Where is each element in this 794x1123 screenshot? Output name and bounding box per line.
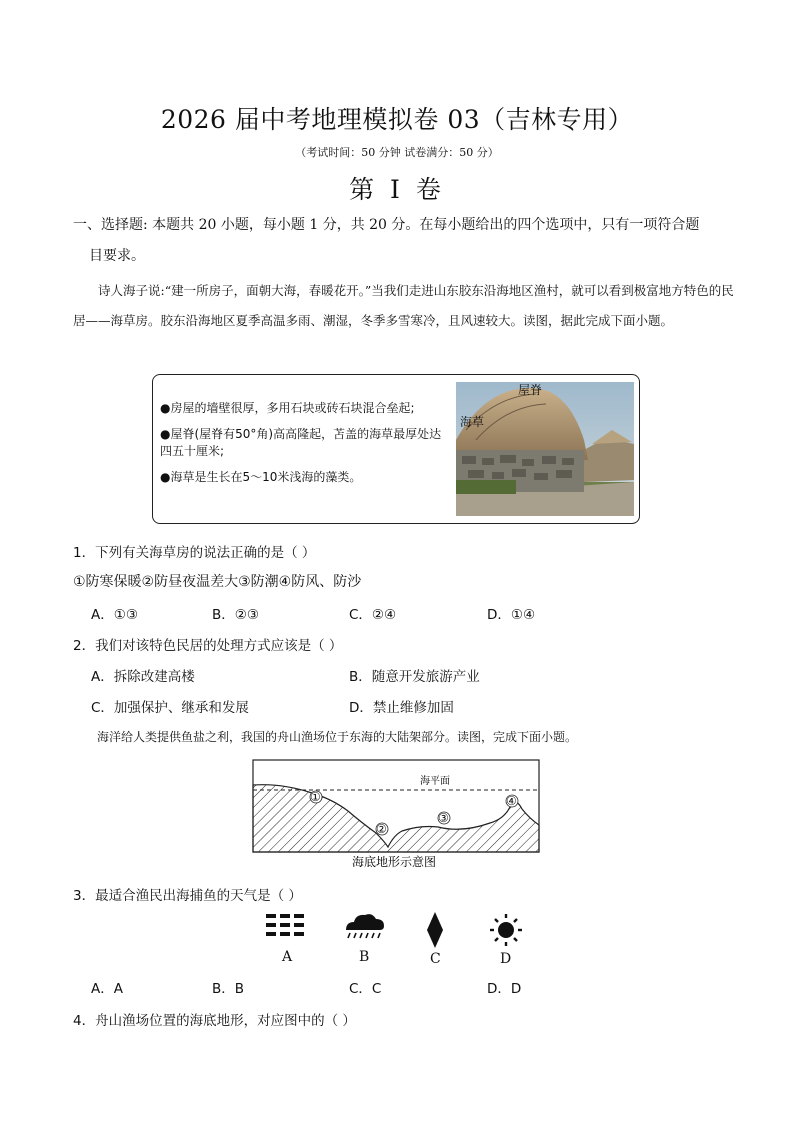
seabed-diagram xyxy=(252,759,542,871)
fog-icon xyxy=(266,914,304,936)
diagram-caption: 海底地形示意图 xyxy=(352,855,437,869)
question-3-stem: 3．最适合渔民出海捕鱼的天气是（ ） xyxy=(73,888,302,904)
q1-option-c[interactable]: C．②④ xyxy=(349,607,397,623)
q3-option-d[interactable]: D．D xyxy=(487,981,522,997)
seaweed-house-photo xyxy=(456,382,634,516)
sea-level-label: 海平面 xyxy=(420,776,450,787)
symbol-label-c: C xyxy=(430,951,441,967)
symbol-label-a: A xyxy=(282,949,293,965)
question-2-stem: 2．我们对该特色民居的处理方式应该是（ ） xyxy=(73,638,343,654)
weather-symbols xyxy=(262,910,528,968)
page-title: 2026 届中考地理模拟卷 03（吉林专用） xyxy=(160,105,634,134)
symbol-label-b: B xyxy=(359,949,370,965)
q3-option-a[interactable]: A．A xyxy=(91,981,123,997)
q1-option-d[interactable]: D．①④ xyxy=(487,607,536,623)
volume-heading: 第 I 卷 xyxy=(349,175,445,204)
q1-option-b[interactable]: B．②③ xyxy=(212,607,259,623)
diamond-icon xyxy=(427,912,443,948)
question-1-stem: 1．下列有关海草房的说法正确的是（ ） xyxy=(73,545,316,561)
marker-2: ② xyxy=(376,822,387,836)
exam-info: （考试时间：50 分钟 试卷满分：50 分） xyxy=(295,146,499,159)
rain-cloud-icon xyxy=(346,914,384,938)
passage-1: 诗人海子说:“建一所房子，面朝大海，春暖花开。”当我们走进山东胶东沿海地区渔村，就可以看到极富地方特色的民居——海草房。胶东沿海地区夏季高温多雨、潮湿，冬季多雪寒冷，且风速较大。读图，据此完成下面小题。 xyxy=(73,283,734,328)
section-instruction xyxy=(73,210,733,272)
symbol-label-d: D xyxy=(500,951,512,967)
label-ridge: 屋脊 xyxy=(518,383,543,397)
marker-4: ④ xyxy=(506,794,517,808)
section-line-1: 一、选择题: 本题共 20 小题，每小题 1 分，共 20 分。在每小题给出的四个选项中，只有一项符合题 xyxy=(73,217,700,233)
sun-icon xyxy=(490,914,522,946)
q1-option-a[interactable]: A．①③ xyxy=(91,607,138,623)
bullet-1: ●房屋的墙壁很厚，多用石块或砖石块混合垒起; xyxy=(160,401,415,415)
question-4-stem: 4．舟山渔场位置的海底地形，对应图中的（ ） xyxy=(73,1013,356,1029)
passage-2: 海洋给人类提供鱼盐之利，我国的舟山渔场位于东海的大陆架部分。读图，完成下面小题。 xyxy=(97,730,578,744)
section-line-2: 目要求。 xyxy=(89,248,145,264)
figure-1-bullets xyxy=(160,400,450,495)
label-seaweed: 海草 xyxy=(460,415,485,429)
question-1-statements: ①防寒保暖②防昼夜温差大③防潮④防风、防沙 xyxy=(73,574,362,590)
q3-option-b[interactable]: B．B xyxy=(212,981,245,997)
marker-1: ① xyxy=(310,790,321,804)
bullet-2: ●屋脊(屋脊有50°角)高高隆起，苫盖的海草最厚处达四五十厘米; xyxy=(160,427,442,458)
q2-option-d[interactable]: D．禁止维修加固 xyxy=(349,700,454,716)
q2-option-a[interactable]: A．拆除改建高楼 xyxy=(91,669,195,685)
q2-option-c[interactable]: C．加强保护、继承和发展 xyxy=(91,700,249,716)
q2-option-b[interactable]: B．随意开发旅游产业 xyxy=(349,669,480,685)
q3-option-c[interactable]: C．C xyxy=(349,981,382,997)
bullet-3: ●海草是生长在5～10米浅海的藻类。 xyxy=(160,470,362,484)
marker-3: ③ xyxy=(438,811,449,825)
